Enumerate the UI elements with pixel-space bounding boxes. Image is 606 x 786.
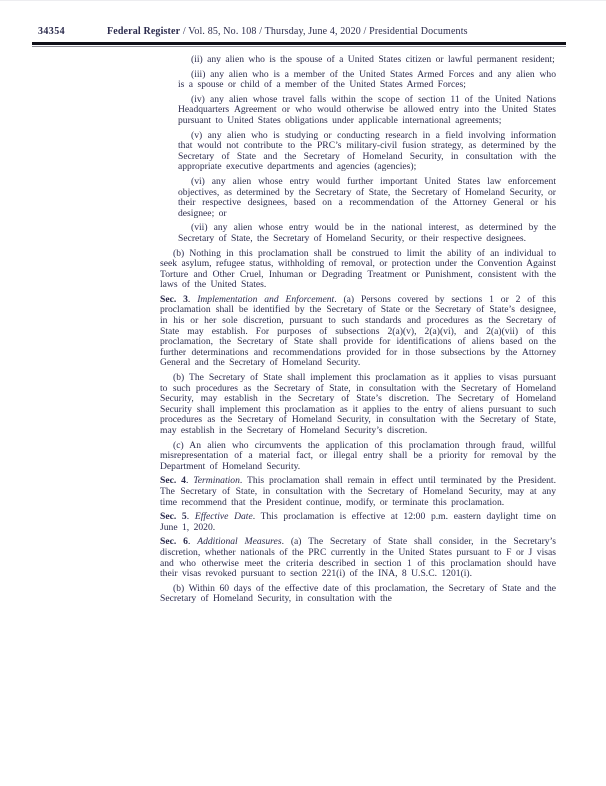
body-paragraph: (ii) any alien who is the spouse of a United States citizen or lawful permanent resident; <box>191 54 555 65</box>
body-paragraph: (c) An alien who circumvents the application of this proclamation through fraud, willful misrepresentation of a material fact, or illegal entry shall be a priority for removal by the Department of Homeland Security. <box>160 439 556 472</box>
body-paragraph: (b) Nothing in this proclamation shall be construed to limit the ability of an individual to seek asylum, refugee status, withholding of removal, or protection under the Convention Against Torture and Other Cruel, Inhuman or Degrading Treatment or Punishment, consistent with the laws of the United States. <box>160 247 556 291</box>
section-label: Sec. 3 <box>160 293 188 305</box>
section-label: Sec. 6 <box>160 536 188 548</box>
body-paragraph: (iii) any alien who is a member of the United States Armed Forces and any alien who is a spouse or child of a member of the United States Armed Forces; <box>178 68 556 91</box>
section-title: Implementation and Enforcement <box>197 293 335 305</box>
section-paragraph: Sec. 6. Additional Measures. (a) The Secretary of State shall consider, in the Secretary’s discretion, whether nationals of the PRC currently in the United States pursuant to F or J visas and who otherwise meet the criteria described in section 1 of this proclamation should have their visas revoked pursuant to section 221(i) of the INA, 8 U.S.C. 1201(i). <box>160 536 556 580</box>
page-number: 34354 <box>38 26 65 37</box>
section-paragraph: Sec. 3. Implementation and Enforcement. (a) Persons covered by sections 1 or 2 of this proclamation shall be identified by the Secretary of State or the Secretary of State’s designee, in his or her sole discretion, pursuant to such standards and procedures as the Secretary of State may establish. For purposes of subsections 2(a)(v), 2(a)(vi), and 2(a)(vii) of this proclamation, the Secretary of State shall provide for identifications of aliens based on the further determinations and recommendations provided for in those subsections by the Attorney General and the Secretary of Homeland Security. <box>160 293 556 369</box>
section-label: Sec. 5 <box>160 511 187 523</box>
section-title: Termination <box>193 475 240 487</box>
section-paragraph: Sec. 4. Termination. This proclamation shall remain in effect until terminated by the President. The Secretary of State, in consultation with the Secretary of Homeland Security, may at any time recommend that the President continue, modify, or terminate this proclamation. <box>160 475 556 508</box>
body-paragraph: (b) Within 60 days of the effective date of this proclamation, the Secretary of State and the Secretary of Homeland Security, in consultation with the <box>160 582 556 605</box>
body-paragraph: (v) any alien who is studying or conducting research in a field involving information that would not contribute to the PRC’s military-civil fusion strategy, as determined by the Secretary of State and the Secretary of Homeland Security, in consultation with the appropriate executive departments and agencies (agencies); <box>178 129 556 173</box>
issue-info: / Vol. 85, No. 108 / Thursday, June 4, 2020 / Presidential Documents <box>180 26 468 37</box>
body-paragraph: (b) The Secretary of State shall implement this proclamation as it applies to visas pursuant to such procedures as the Secretary of State, in consultation with the Secretary of Homeland Security, may establish in the Secretary of State’s discretion. The Secretary of Homeland Security shall implement this proclamation as it applies to the entry of aliens pursuant to such procedures as the Secretary of Homeland Security, in consultation with the Secretary of State, may establish in the Secretary of Homeland Security’s discretion. <box>160 372 556 436</box>
header-double-rule <box>32 42 566 47</box>
document-body <box>160 55 556 605</box>
body-paragraph: (iv) any alien whose travel falls within the scope of section 11 of the United Nations Headquarters Agreement or who would otherwise be allowed entry into the United States pursuant to United States obligations under applicable international agreements; <box>178 93 556 126</box>
page-header <box>38 26 568 37</box>
section-title: Additional Measures <box>197 536 282 548</box>
body-paragraph: (vii) any alien whose entry would be in the national interest, as determined by the Secretary of State, the Secretary of Homeland Security, or their respective designees. <box>178 222 556 244</box>
section-paragraph: Sec. 5. Effective Date. This proclamation is effective at 12:00 p.m. eastern daylight time on June 1, 2020. <box>160 511 557 533</box>
rule-thick-line <box>32 42 566 45</box>
body-paragraph: (vi) any alien whose entry would further important United States law enforcement objectives, as determined by the Secretary of State, the Secretary of Homeland Security, or their respective designees, based on a recommendation of the Attorney General or his designee; or <box>178 175 556 219</box>
section-label: Sec. 4 <box>160 475 186 487</box>
publication-name: Federal Register <box>107 26 181 37</box>
header-title <box>107 26 468 37</box>
rule-thin-line <box>32 46 566 47</box>
section-title: Effective Date <box>194 511 253 523</box>
